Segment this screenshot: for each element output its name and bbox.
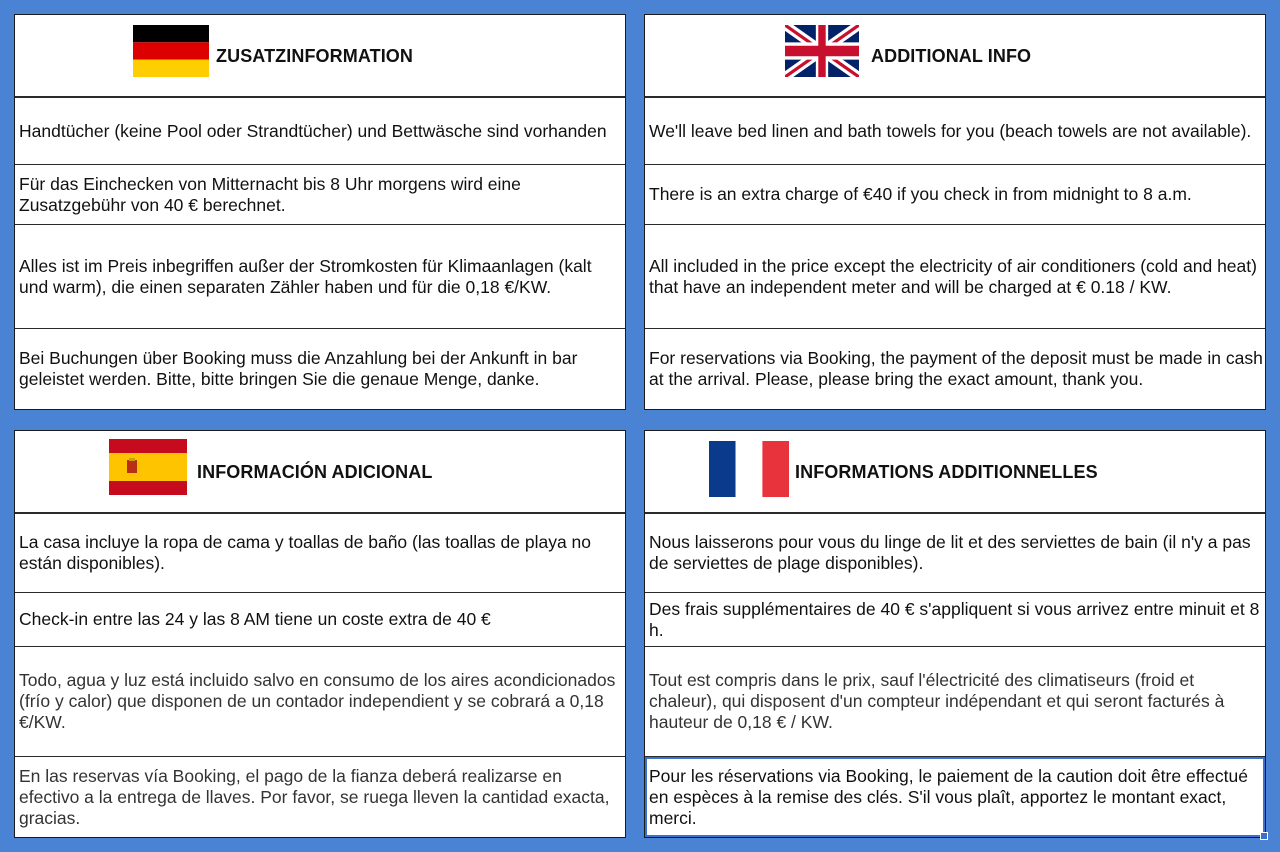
info-text: We'll leave bed linen and bath towels for you (beach towels are not available).: [649, 120, 1252, 141]
info-text: Tout est compris dans le prix, sauf l'électricité des climatiseurs (froid et chaleur), qui disposent d'un compteur indépendant et qui seront facturés à hauteur de 0,18 € / KW.: [649, 670, 1225, 732]
section-header: [15, 431, 625, 513]
info-row: [645, 647, 1265, 757]
info-text: En las reservas vía Booking, el pago de la fianza deberá realizarse en efectivo a la entrega de llaves. Por favor, se ruega lleven la cantidad exacta, gracias.: [19, 765, 610, 828]
info-text: Todo, agua y luz está incluido salvo en consumo de los aires acondicionados (frío y calor) que disponen de un contador independient y se cobrará a 0,18 €/KW.: [19, 670, 616, 732]
info-row: [645, 329, 1265, 409]
info-row: [15, 97, 625, 165]
selection-handle[interactable]: [1260, 832, 1268, 840]
section-title: ADDITIONAL INFO: [871, 46, 1032, 66]
france-flag-icon: [709, 441, 789, 497]
info-text: Pour les réservations via Booking, le paiement de la caution doit être effectué en espèces à la remise des clés. S'il vous plaît, apportez le montant exact, merci.: [649, 765, 1248, 828]
info-row: [15, 647, 625, 757]
section-spanish: [14, 430, 626, 838]
info-row: [15, 593, 625, 647]
info-text: Check-in entre las 24 y las 8 AM tiene un coste extra de 40 €: [19, 609, 491, 629]
spain-flag-icon: [109, 439, 187, 495]
section-english: [644, 14, 1266, 410]
info-row: [645, 513, 1265, 593]
info-row: [15, 329, 625, 409]
info-text: Handtücher (keine Pool oder Strandtücher) und Bettwäsche sind vorhanden: [19, 120, 607, 141]
section-french: [644, 430, 1266, 838]
info-row: [645, 593, 1265, 647]
info-text: For reservations via Booking, the payment of the deposit must be made in cash at the arrival. Please, please bring the exact amount, thank you.: [649, 348, 1263, 389]
info-text: Für das Einchecken von Mitternacht bis 8 Uhr morgens wird eine Zusatzgebühr von 40 € berechnet.: [19, 173, 521, 215]
info-text: Alles ist im Preis inbegriffen außer der Stromkosten für Klimaanlagen (kalt und warm), die einen separaten Zähler haben und für die 0,18 €/KW.: [19, 255, 592, 297]
info-row: [15, 757, 625, 837]
section-title: INFORMACIÓN ADICIONAL: [197, 462, 433, 482]
info-text: Bei Buchungen über Booking muss die Anzahlung bei der Ankunft in bar geleistet werden. Bitte, bitte bringen Sie die genaue Menge, danke.: [19, 348, 578, 389]
selected-info-row[interactable]: [645, 757, 1265, 837]
united-kingdom-flag-icon: [785, 25, 859, 77]
section-title: ZUSATZINFORMATION: [216, 46, 414, 66]
info-row: [15, 225, 625, 329]
info-text: Nous laisserons pour vous du linge de lit et des serviettes de bain (il n'y a pas de serviettes de plage disponibles).: [649, 532, 1251, 573]
germany-flag-icon: [133, 25, 209, 77]
section-german: [14, 14, 626, 410]
section-title: INFORMATIONS ADDITIONNELLES: [795, 462, 1098, 482]
info-text: There is an extra charge of €40 if you check in from midnight to 8 a.m.: [649, 184, 1192, 204]
info-row: [645, 97, 1265, 165]
section-header: [645, 431, 1265, 513]
info-row: [645, 225, 1265, 329]
info-row: [645, 165, 1265, 225]
info-text: Des frais supplémentaires de 40 € s'appliquent si vous arrivez entre minuit et 8 h.: [649, 598, 1260, 640]
info-text: All included in the price except the electricity of air conditioners (cold and heat) that have an independent meter and will be charged at € 0.18 / KW.: [649, 255, 1257, 297]
info-row: [15, 513, 625, 593]
section-header: [15, 15, 625, 97]
info-text: La casa incluye la ropa de cama y toallas de baño (las toallas de playa no están disponibles).: [19, 532, 592, 573]
section-header: [645, 15, 1265, 97]
info-row: [15, 165, 625, 225]
